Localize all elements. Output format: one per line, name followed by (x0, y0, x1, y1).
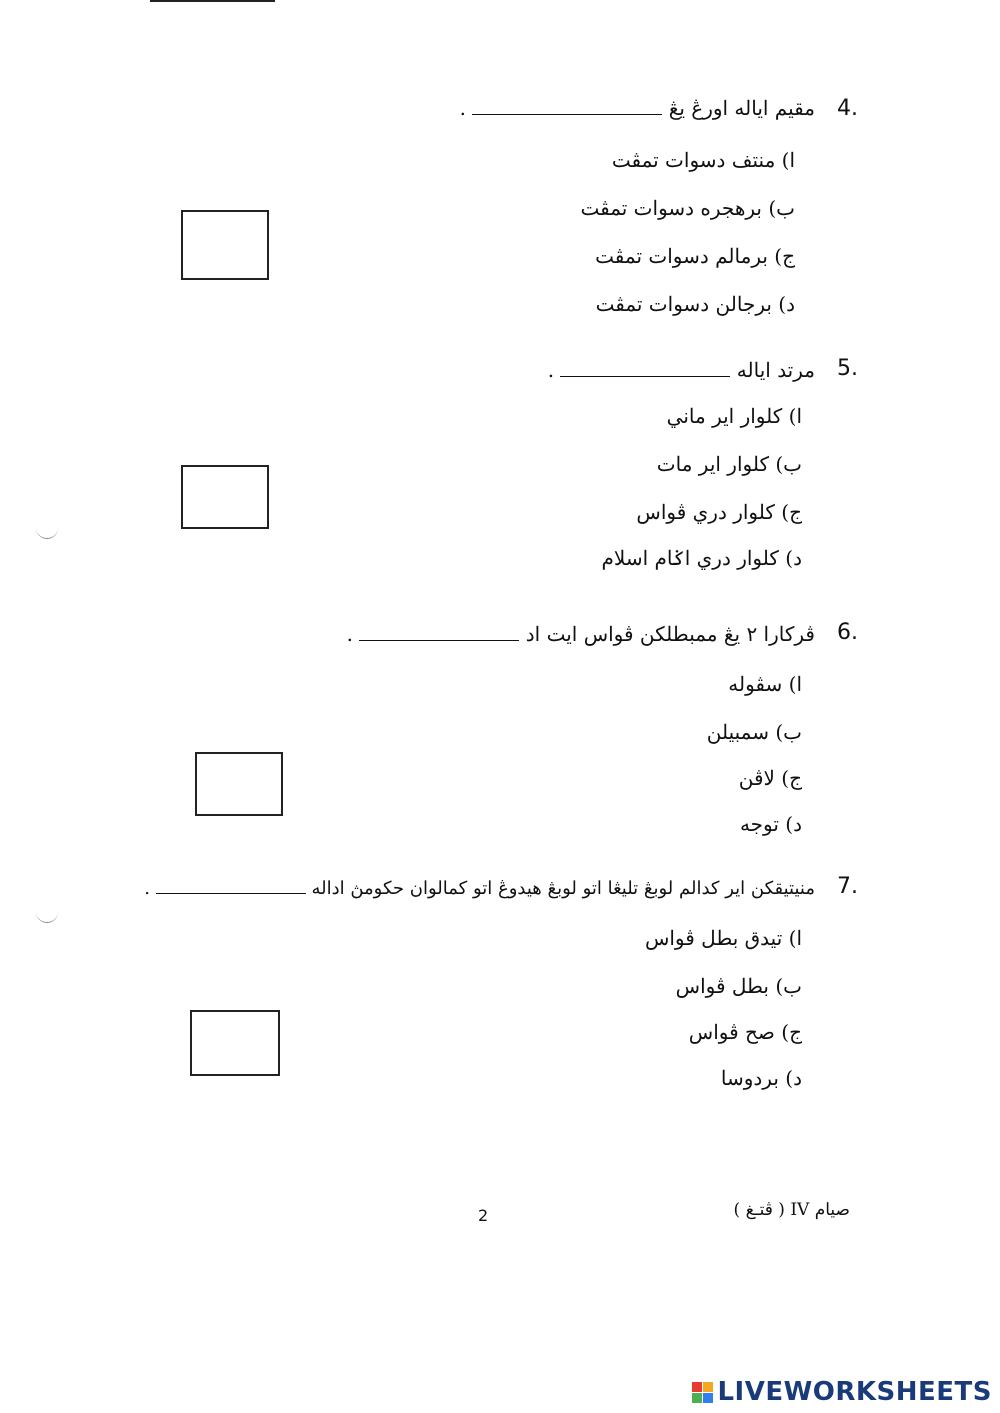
option-a: ا) منتف دسوات تمڤت (611, 148, 795, 172)
question-stem: مقيم اياله اورڠ يڠ . (459, 96, 815, 120)
question-number: 7. (837, 874, 858, 899)
question-number: 5. (837, 356, 858, 381)
brand-logo-icon (692, 1382, 713, 1403)
top-rule (150, 0, 275, 2)
option-d: د) توجه (739, 812, 802, 836)
footer-exam-label: صيام IV ( ڤتـغ ) (733, 1200, 850, 1220)
answer-blank (359, 639, 519, 641)
scan-mark (36, 912, 58, 923)
option-b: ب) سمبيلن (706, 720, 802, 744)
option-b: ب) كلوار اير مات (656, 452, 802, 476)
option-c: ج) كلوار دري ڤواس (636, 500, 802, 524)
scan-mark (36, 528, 58, 539)
answer-box[interactable] (195, 752, 283, 816)
question-stem: منيتيقكن اير كدالم لوبڠ تليڠا اتو لوبڠ هيدوڠ اتو كمالوان حكومڽ اداله . (144, 878, 815, 899)
answer-blank (156, 892, 306, 894)
option-a: ا) تيدق بطل ڤواس (644, 926, 802, 950)
answer-box[interactable] (181, 465, 269, 529)
option-d: د) كلوار دري اݢام اسلام (601, 546, 802, 570)
question-stem: مرتد اياله . (547, 358, 815, 382)
option-a: ا) كلوار اير ماني (666, 404, 802, 428)
question-number: 6. (837, 620, 858, 645)
answer-box[interactable] (181, 210, 269, 280)
option-c: ج) برمالم دسوات تمڤت (595, 244, 795, 268)
page-number: 2 (478, 1206, 489, 1225)
option-a: ا) سڤوله (728, 672, 802, 696)
option-d: د) بردوسا (720, 1066, 802, 1090)
option-b: ب) بطل ڤواس (675, 974, 802, 998)
option-c: ج) لاڤن (738, 766, 802, 790)
answer-blank (472, 113, 662, 115)
answer-box[interactable] (190, 1010, 280, 1076)
question-stem: ڤركارا ٢ يڠ ممبطلكن ڤواس ايت اد . (346, 622, 815, 646)
option-b: ب) برهجره دسوات تمڤت (580, 196, 795, 220)
liveworksheets-brand (692, 1377, 992, 1407)
option-d: د) برجالن دسوات تمڤت (595, 292, 795, 316)
option-c: ج) صح ڤواس (688, 1020, 802, 1044)
question-number: 4. (837, 96, 858, 121)
brand-text: LIVEWORKSHEETS (717, 1377, 992, 1407)
answer-blank (560, 375, 730, 377)
